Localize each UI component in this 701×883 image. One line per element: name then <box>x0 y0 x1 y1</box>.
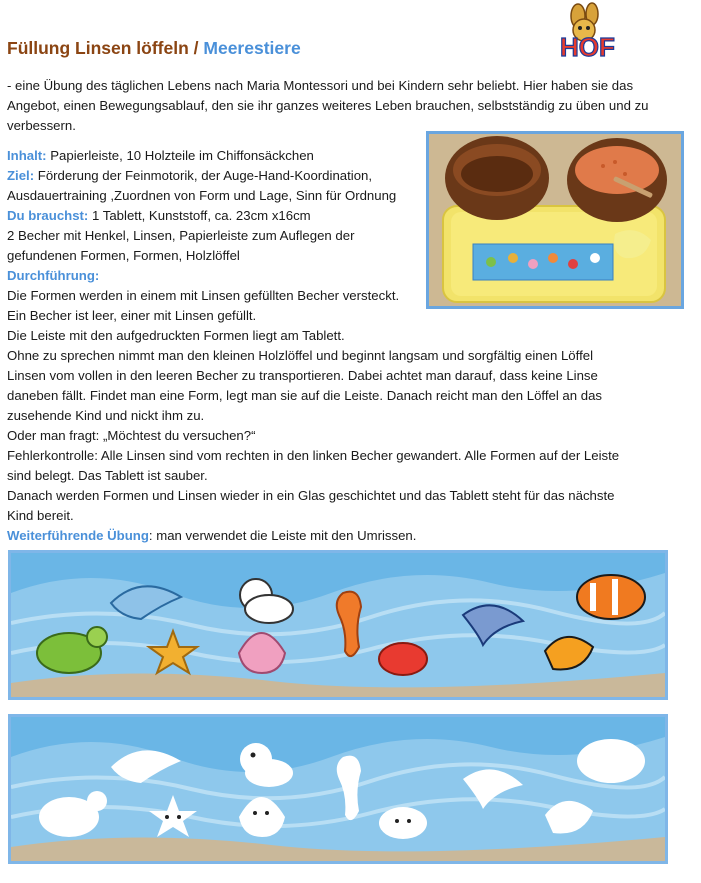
durchfuehrung-line: Danach werden Formen und Linsen wieder in ein Glas geschichtet und das Tablett steht für das nächste <box>7 488 615 503</box>
durchfuehrung-label: Durchführung: <box>7 268 100 283</box>
ziel-text-1: Förderung der Feinmotorik, der Auge-Hand-Koordination, <box>34 168 373 183</box>
durchfuehrung-line: Linsen vom vollen in den leeren Becher zu transportieren. Dabei achtet man darauf, dass keine Linse <box>7 368 598 383</box>
durchfuehrung-line: Oder man fragt: „Möchtest du versuchen?“ <box>7 428 256 443</box>
title-separator: / <box>188 38 204 58</box>
du-brauchst-label: Du brauchst: <box>7 208 89 223</box>
durchfuehrung-line: Ein Becher ist leer, einer mit Linsen gefüllt. <box>7 308 257 323</box>
durchfuehrung-line: sind belegt. Das Tablett ist sauber. <box>7 468 208 483</box>
page-title <box>7 38 301 59</box>
du-brauchst-line-2: 2 Becher mit Henkel, Linsen, Papierleiste zum Auflegen der <box>7 228 355 243</box>
weiter-text: : man verwendet die Leiste mit den Umrissen. <box>148 528 417 543</box>
ziel-line-2: Ausdauertraining ,Zuordnen von Form und Lage, Sinn für Ordnung <box>7 188 397 203</box>
durchfuehrung-line: zusehende Kind und nickt ihm zu. <box>7 408 205 423</box>
tray-illustration <box>429 134 681 306</box>
intro-text: - eine Übung des täglichen Lebens nach Maria Montessori und bei Kindern sehr beliebt. Hier haben sie das Angebot, einen Bewegungsablauf, den sie ihr ganzes weiteres Leben brauchen, selbstständig zu üben und zu verbessern. <box>7 78 649 133</box>
colored-animals-illustration <box>11 553 665 697</box>
hof-logo <box>548 2 644 60</box>
sea-animals-strip-outlines <box>8 714 668 864</box>
ziel-label: Ziel: <box>7 168 35 183</box>
inhalt-text: Papierleiste, 10 Holzteile im Chiffonsäckchen <box>46 148 314 163</box>
durchfuehrung-line: Kind bereit. <box>7 508 74 523</box>
durchfuehrung-line: daneben fällt. Findet man eine Form, legt man sie auf die Leiste. Danach reicht man den Löffel an das <box>7 388 603 403</box>
weiter-line <box>7 526 697 546</box>
durchfuehrung-line: Die Leiste mit den aufgedruckten Formen liegt am Tablett. <box>7 328 345 343</box>
logo-text: HOF <box>560 32 615 60</box>
durchfuehrung-line: Die Formen werden in einem mit Linsen gefüllten Becher versteckt. <box>7 288 400 303</box>
outline-animals-illustration <box>11 717 665 861</box>
tray-photo <box>426 131 684 309</box>
durchfuehrung-line: Ohne zu sprechen nimmt man den kleinen Holzlöffel und beginnt langsam und sorgfältig einen Löffel <box>7 348 593 363</box>
title-main: Füllung Linsen löffeln <box>7 38 189 58</box>
title-sub: Meerestiere <box>203 38 301 58</box>
du-brauchst-text-1: 1 Tablett, Kunststoff, ca. 23cm x16cm <box>88 208 311 223</box>
weiter-label: Weiterführende Übung <box>7 528 149 543</box>
du-brauchst-line-3: gefundenen Formen, Formen, Holzlöffel <box>7 248 240 263</box>
inhalt-label: Inhalt: <box>7 148 47 163</box>
sea-animals-strip-colored <box>8 550 668 700</box>
durchfuehrung-line: Fehlerkontrolle: Alle Linsen sind vom rechten in den linken Becher gewandert. Alle Formen auf der Leiste <box>7 448 620 463</box>
